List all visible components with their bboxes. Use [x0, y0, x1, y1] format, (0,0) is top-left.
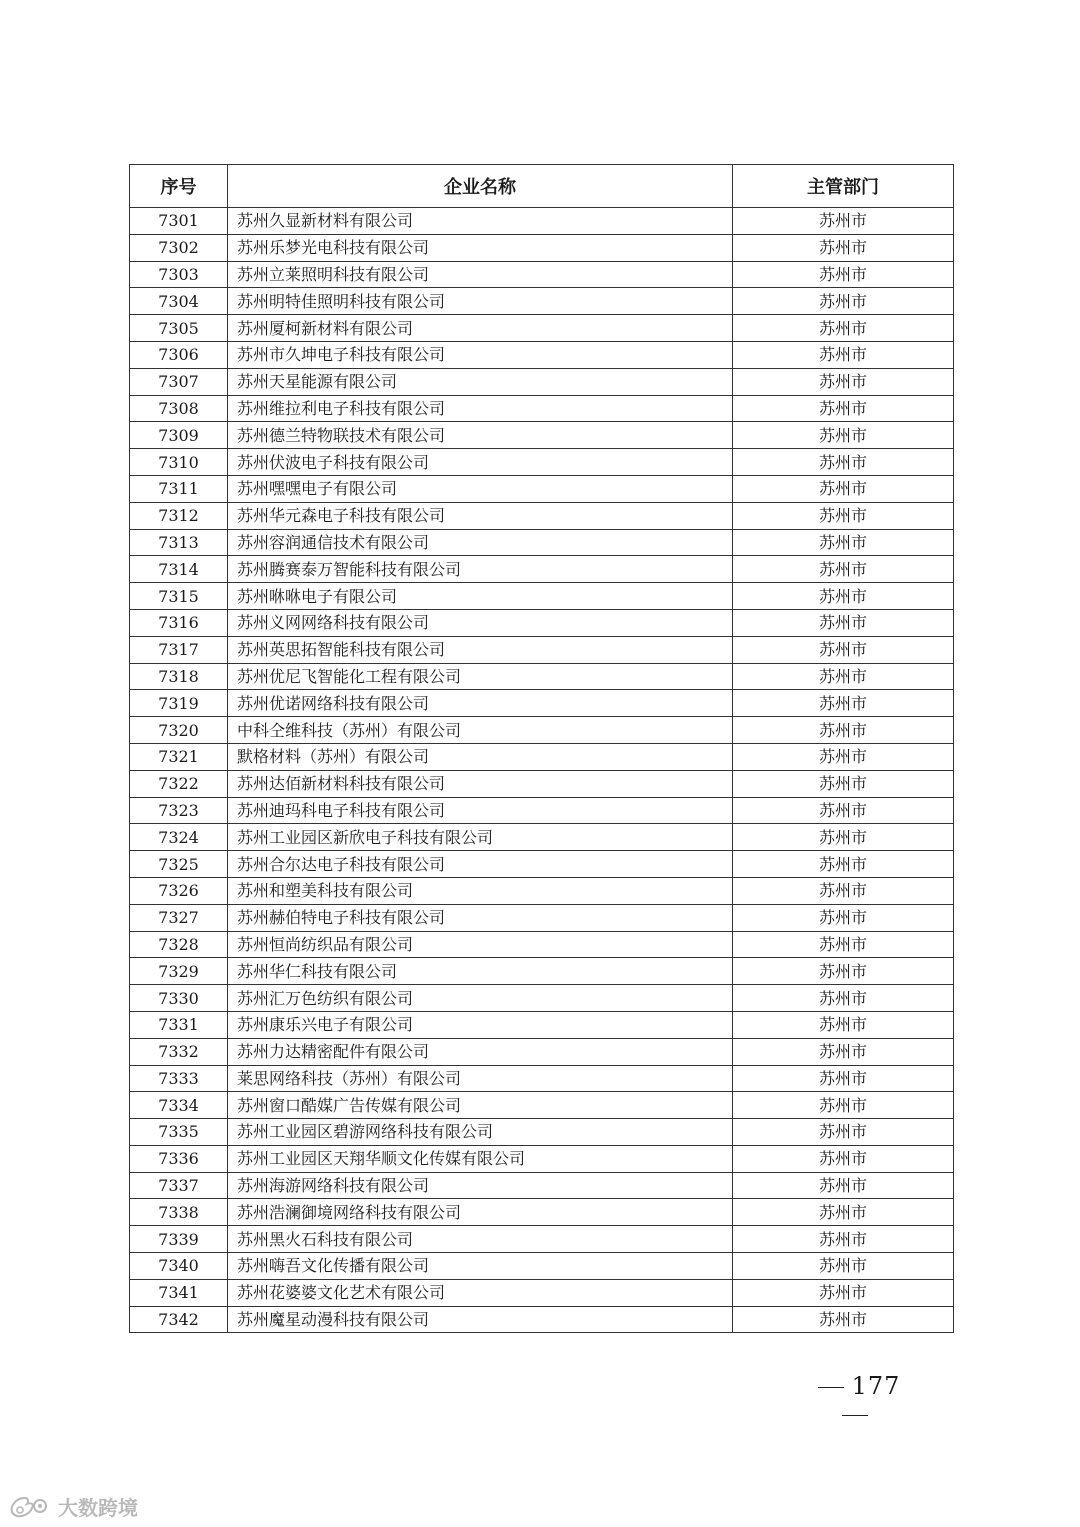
dash-right: [842, 1415, 868, 1416]
header-row: [130, 165, 954, 208]
table-row: [130, 208, 954, 235]
cell-department: 苏州市: [733, 288, 954, 315]
cell-company-name: 苏州乐梦光电科技有限公司: [228, 234, 733, 261]
cell-company-name: 苏州力达精密配件有限公司: [228, 1038, 733, 1065]
cell-department: 苏州市: [733, 1065, 954, 1092]
cell-department: 苏州市: [733, 1038, 954, 1065]
cell-company-name: 苏州咻咻电子有限公司: [228, 583, 733, 610]
cell-department: 苏州市: [733, 1145, 954, 1172]
cell-department: 苏州市: [733, 475, 954, 502]
cell-serial-number: 7326: [130, 877, 228, 904]
cell-company-name: 苏州恒尚纺织品有限公司: [228, 931, 733, 958]
cell-serial-number: 7336: [130, 1145, 228, 1172]
header-company-name: 企业名称: [228, 165, 733, 208]
cell-serial-number: 7304: [130, 288, 228, 315]
cell-company-name: 苏州嗨吾文化传播有限公司: [228, 1253, 733, 1280]
table-row: [130, 341, 954, 368]
table-row: [130, 395, 954, 422]
cell-company-name: 苏州优诺网络科技有限公司: [228, 690, 733, 717]
table-row: [130, 1119, 954, 1146]
table-row: [130, 1145, 954, 1172]
cell-company-name: 默格材料（苏州）有限公司: [228, 743, 733, 770]
table-row: [130, 502, 954, 529]
table-row: [130, 1279, 954, 1306]
cell-company-name: 苏州海游网络科技有限公司: [228, 1172, 733, 1199]
cell-department: 苏州市: [733, 583, 954, 610]
table-row: [130, 609, 954, 636]
cell-department: 苏州市: [733, 1226, 954, 1253]
cell-department: 苏州市: [733, 529, 954, 556]
cell-serial-number: 7310: [130, 449, 228, 476]
table-row: [130, 743, 954, 770]
cell-serial-number: 7330: [130, 985, 228, 1012]
table-row: [130, 556, 954, 583]
cell-serial-number: 7319: [130, 690, 228, 717]
cell-company-name: 苏州和塑美科技有限公司: [228, 877, 733, 904]
cell-serial-number: 7332: [130, 1038, 228, 1065]
cell-department: 苏州市: [733, 449, 954, 476]
cell-serial-number: 7308: [130, 395, 228, 422]
cell-company-name: 中科仝维科技（苏州）有限公司: [228, 717, 733, 744]
cell-department: 苏州市: [733, 315, 954, 342]
cell-serial-number: 7318: [130, 663, 228, 690]
cell-company-name: 苏州工业园区新欣电子科技有限公司: [228, 824, 733, 851]
table-row: [130, 1226, 954, 1253]
header-department: 主管部门: [733, 165, 954, 208]
cell-company-name: 苏州久显新材料有限公司: [228, 208, 733, 235]
cell-department: 苏州市: [733, 556, 954, 583]
page-number: [790, 1372, 920, 1428]
cell-department: 苏州市: [733, 341, 954, 368]
table-body: [130, 208, 954, 1333]
table-row: [130, 797, 954, 824]
table-row: [130, 288, 954, 315]
cell-serial-number: 7333: [130, 1065, 228, 1092]
cell-company-name: 苏州魔星动漫科技有限公司: [228, 1306, 733, 1333]
cell-serial-number: 7315: [130, 583, 228, 610]
cell-department: 苏州市: [733, 958, 954, 985]
cell-serial-number: 7317: [130, 636, 228, 663]
table-row: [130, 1011, 954, 1038]
table-row: [130, 985, 954, 1012]
cell-serial-number: 7340: [130, 1253, 228, 1280]
cell-serial-number: 7320: [130, 717, 228, 744]
table-row: [130, 449, 954, 476]
table-row: [130, 931, 954, 958]
cell-serial-number: 7307: [130, 368, 228, 395]
cell-serial-number: 7313: [130, 529, 228, 556]
header-serial-number: 序号: [130, 165, 228, 208]
cell-department: 苏州市: [733, 261, 954, 288]
watermark: [8, 1492, 138, 1521]
cell-serial-number: 7321: [130, 743, 228, 770]
cell-serial-number: 7312: [130, 502, 228, 529]
table-row: [130, 824, 954, 851]
cell-serial-number: 7337: [130, 1172, 228, 1199]
table-row: [130, 958, 954, 985]
cell-department: 苏州市: [733, 851, 954, 878]
cell-company-name: 苏州花婆婆文化艺术有限公司: [228, 1279, 733, 1306]
cell-department: 苏州市: [733, 931, 954, 958]
cell-department: 苏州市: [733, 1306, 954, 1333]
table-row: [130, 663, 954, 690]
cell-company-name: 苏州达佰新材料科技有限公司: [228, 770, 733, 797]
cell-company-name: 苏州德兰特物联技术有限公司: [228, 422, 733, 449]
table-row: [130, 1065, 954, 1092]
cell-company-name: 苏州义网网络科技有限公司: [228, 609, 733, 636]
cell-company-name: 苏州合尔达电子科技有限公司: [228, 851, 733, 878]
cell-company-name: 苏州赫伯特电子科技有限公司: [228, 904, 733, 931]
cell-company-name: 苏州窗口酷媒广告传媒有限公司: [228, 1092, 733, 1119]
cell-company-name: 苏州优尼飞智能化工程有限公司: [228, 663, 733, 690]
cell-serial-number: 7323: [130, 797, 228, 824]
cell-company-name: 苏州明特佳照明科技有限公司: [228, 288, 733, 315]
table-row: [130, 904, 954, 931]
dash-left: [818, 1387, 844, 1388]
page-number-value: 177: [851, 1372, 901, 1400]
cell-serial-number: 7328: [130, 931, 228, 958]
cell-serial-number: 7325: [130, 851, 228, 878]
cell-serial-number: 7305: [130, 315, 228, 342]
table-row: [130, 717, 954, 744]
cell-department: 苏州市: [733, 1011, 954, 1038]
cell-department: 苏州市: [733, 904, 954, 931]
cell-serial-number: 7306: [130, 341, 228, 368]
watermark-text: 大数跨境: [58, 1496, 138, 1520]
table-row: [130, 877, 954, 904]
cell-serial-number: 7322: [130, 770, 228, 797]
table-row: [130, 529, 954, 556]
cell-company-name: 苏州英思拓智能科技有限公司: [228, 636, 733, 663]
cell-department: 苏州市: [733, 985, 954, 1012]
table-row: [130, 234, 954, 261]
cell-company-name: 苏州嘿嘿电子有限公司: [228, 475, 733, 502]
cell-department: 苏州市: [733, 1172, 954, 1199]
table-row: [130, 261, 954, 288]
cell-company-name: 苏州腾赛泰万智能科技有限公司: [228, 556, 733, 583]
table-row: [130, 636, 954, 663]
cell-department: 苏州市: [733, 502, 954, 529]
table-row: [130, 368, 954, 395]
cell-serial-number: 7327: [130, 904, 228, 931]
cell-serial-number: 7331: [130, 1011, 228, 1038]
cell-company-name: 苏州维拉利电子科技有限公司: [228, 395, 733, 422]
cell-company-name: 苏州黑火石科技有限公司: [228, 1226, 733, 1253]
table-row: [130, 475, 954, 502]
table-row: [130, 315, 954, 342]
table-row: [130, 1253, 954, 1280]
cell-serial-number: 7311: [130, 475, 228, 502]
cell-department: 苏州市: [733, 395, 954, 422]
cell-department: 苏州市: [733, 208, 954, 235]
cell-department: 苏州市: [733, 422, 954, 449]
cell-company-name: 苏州浩澜御境网络科技有限公司: [228, 1199, 733, 1226]
table-row: [130, 1306, 954, 1333]
cell-company-name: 苏州伏波电子科技有限公司: [228, 449, 733, 476]
cell-company-name: 苏州容润通信技术有限公司: [228, 529, 733, 556]
cell-department: 苏州市: [733, 743, 954, 770]
cell-department: 苏州市: [733, 1253, 954, 1280]
cell-department: 苏州市: [733, 609, 954, 636]
cell-serial-number: 7324: [130, 824, 228, 851]
cell-department: 苏州市: [733, 717, 954, 744]
cell-company-name: 苏州立莱照明科技有限公司: [228, 261, 733, 288]
cell-department: 苏州市: [733, 1092, 954, 1119]
cell-company-name: 苏州迪玛科电子科技有限公司: [228, 797, 733, 824]
cell-department: 苏州市: [733, 1279, 954, 1306]
cell-department: 苏州市: [733, 636, 954, 663]
table-row: [130, 583, 954, 610]
table-row: [130, 1092, 954, 1119]
cell-serial-number: 7316: [130, 609, 228, 636]
cell-department: 苏州市: [733, 368, 954, 395]
table-row: [130, 1038, 954, 1065]
cell-serial-number: 7303: [130, 261, 228, 288]
table-header: [130, 165, 954, 208]
cell-company-name: 苏州市久坤电子科技有限公司: [228, 341, 733, 368]
company-list-table: [129, 164, 954, 1333]
cell-serial-number: 7334: [130, 1092, 228, 1119]
cell-department: 苏州市: [733, 770, 954, 797]
cell-serial-number: 7342: [130, 1306, 228, 1333]
cell-department: 苏州市: [733, 1199, 954, 1226]
cell-company-name: 苏州华仁科技有限公司: [228, 958, 733, 985]
cell-company-name: 苏州厦柯新材料有限公司: [228, 315, 733, 342]
cell-company-name: 莱思网络科技（苏州）有限公司: [228, 1065, 733, 1092]
table-row: [130, 1172, 954, 1199]
cell-serial-number: 7335: [130, 1119, 228, 1146]
cell-company-name: 苏州天星能源有限公司: [228, 368, 733, 395]
cell-department: 苏州市: [733, 234, 954, 261]
cell-serial-number: 7301: [130, 208, 228, 235]
cell-department: 苏州市: [733, 690, 954, 717]
cell-department: 苏州市: [733, 1119, 954, 1146]
cell-company-name: 苏州工业园区碧游网络科技有限公司: [228, 1119, 733, 1146]
table-row: [130, 770, 954, 797]
cell-serial-number: 7302: [130, 234, 228, 261]
weibo-logo-icon: [8, 1494, 52, 1520]
table-row: [130, 422, 954, 449]
table-row: [130, 851, 954, 878]
cell-serial-number: 7341: [130, 1279, 228, 1306]
cell-serial-number: 7339: [130, 1226, 228, 1253]
cell-company-name: 苏州华元森电子科技有限公司: [228, 502, 733, 529]
cell-company-name: 苏州康乐兴电子有限公司: [228, 1011, 733, 1038]
cell-company-name: 苏州汇万色纺织有限公司: [228, 985, 733, 1012]
cell-department: 苏州市: [733, 663, 954, 690]
cell-serial-number: 7314: [130, 556, 228, 583]
cell-serial-number: 7338: [130, 1199, 228, 1226]
cell-serial-number: 7309: [130, 422, 228, 449]
cell-serial-number: 7329: [130, 958, 228, 985]
cell-department: 苏州市: [733, 797, 954, 824]
cell-department: 苏州市: [733, 877, 954, 904]
cell-department: 苏州市: [733, 824, 954, 851]
cell-company-name: 苏州工业园区天翔华顺文化传媒有限公司: [228, 1145, 733, 1172]
table-row: [130, 690, 954, 717]
table-row: [130, 1199, 954, 1226]
